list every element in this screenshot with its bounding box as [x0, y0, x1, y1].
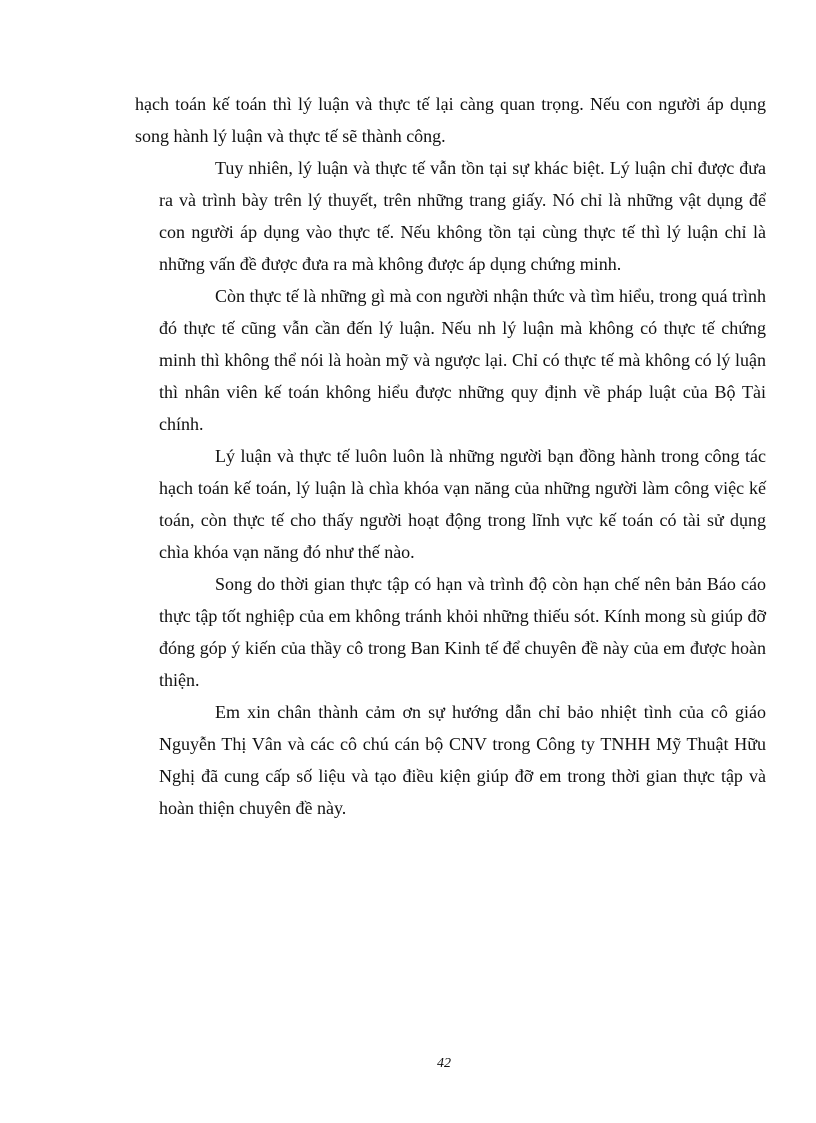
paragraph-3 — [159, 280, 766, 440]
paragraph-3-text: Còn thực tế là những gì mà con người nhận thức và tìm hiểu, trong quá trình đó thực tế cũng vẫn cần đến lý luận. Nếu nh lý luận mà không có thực tế chứng minh thì không thể nói là hoàn mỹ và ngược lại. Chỉ có thực tế mà không có lý luận thì nhân viên kế toán không hiểu được những quy định về pháp luật của Bộ Tài chính. — [159, 286, 766, 434]
paragraph-4-text: Lý luận và thực tế luôn luôn là những người bạn đồng hành trong công tác hạch toán kế toán, lý luận là chìa khóa vạn năng của những người làm công việc kế toán, còn thực tế cho thấy người hoạt động trong lĩnh vực kế toán có tài sử dụng chìa khóa vạn năng đó như thế nào. — [159, 446, 766, 562]
paragraph-5-text: Song do thời gian thực tập có hạn và trình độ còn hạn chế nên bản Báo cáo thực tập tốt nghiệp của em không tránh khỏi những thiếu sót. Kính mong sù giúp đỡ đóng góp ý kiến của thầy cô trong Ban Kinh tế để chuyên đề này của em được hoàn thiện. — [159, 574, 766, 690]
paragraph-6-text: Em xin chân thành cảm ơn sự hướng dẫn chỉ bảo nhiệt tình của cô giáo Nguyễn Thị Vân và các cô chú cán bộ CNV trong Công ty TNHH Mỹ Thuật Hữu Nghị đã cung cấp số liệu và tạo điều kiện giúp đỡ em trong thời gian thực tập và hoàn thiện chuyên đề này. — [159, 702, 766, 818]
page-number: 42 — [437, 1056, 451, 1071]
paragraph-2 — [159, 152, 766, 280]
body-text — [135, 88, 766, 824]
paragraph-4 — [159, 440, 766, 568]
paragraph-1: hạch toán kế toán thì lý luận và thực tế lại càng quan trọng. Nếu con người áp dụng song hành lý luận và thực tế sẽ thành công. — [135, 94, 766, 146]
paragraph-6 — [159, 696, 766, 824]
paragraph-5 — [159, 568, 766, 696]
paragraph-2-text: Tuy nhiên, lý luận và thực tế vẫn tồn tại sự khác biệt. Lý luận chỉ được đưa ra và trình bày trên lý thuyết, trên những trang giấy. Nó chỉ là những vật dụng để con người áp dụng vào thực tế. Nếu không tồn tại cùng thực tế thì lý luận chỉ là những vấn đề được đưa ra mà không được áp dụng chứng minh. — [159, 158, 766, 274]
